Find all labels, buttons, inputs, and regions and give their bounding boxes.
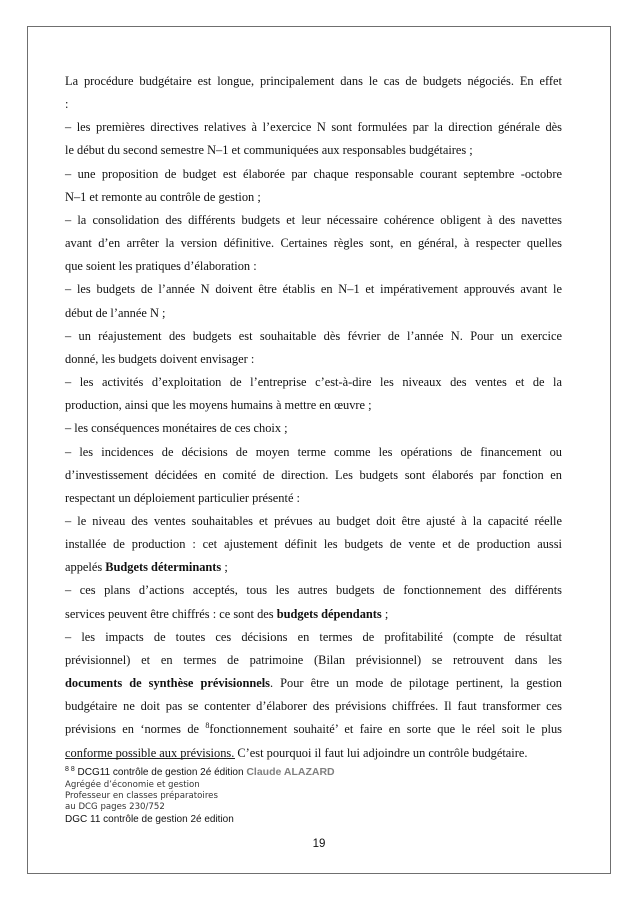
- text-line: – un réajustement des budgets est souhaitable dès février de l’année N. Pour un exercice: [65, 328, 562, 343]
- bold-term: Budgets déterminants: [105, 560, 222, 575]
- text-fragment: fonctionnement souhaité’ et faire en sorte que le réel soit le plus: [209, 722, 562, 737]
- footnote-marker: 8 8: [65, 766, 75, 773]
- footnote-separator: [65, 758, 235, 759]
- text-line: – une proposition de budget est élaborée par chaque responsable courant septembre -octobre: [65, 166, 562, 181]
- text-line: le début du second semestre N–1 et communiquées aux responsables budgétaires ;: [65, 143, 473, 158]
- text-line: – les conséquences monétaires de ces choix ;: [65, 421, 288, 436]
- text-fragment: services peuvent être chiffrés : ce sont des: [65, 606, 277, 621]
- footnote: [65, 765, 465, 827]
- text-line: conforme possible aux prévisions. C’est pourquoi il faut lui adjoindre un contrôle budgétaire.: [65, 745, 528, 760]
- text-line: – la consolidation des différents budgets et leur nécessaire cohérence obligent à des navettes: [65, 212, 562, 227]
- text-line: respectant un déploiement particulier présenté :: [65, 490, 300, 505]
- text-line: – les premières directives relatives à l’exercice N sont formulées par la direction générale dès: [65, 120, 562, 135]
- page-number: 19: [312, 838, 326, 850]
- footnote-line: Professeur en classes préparatoires: [65, 791, 218, 801]
- text-line: La procédure budgétaire est longue, principalement dans le cas de budgets négociés. En effet: [65, 74, 562, 88]
- text-line: – les activités d’exploitation de l’entreprise c’est-à-dire les niveaux des ventes et de la: [65, 375, 562, 390]
- text-line: – les impacts de toutes ces décisions en termes de profitabilité (compte de résultat: [65, 629, 562, 644]
- text-line: début de l’année N ;: [65, 305, 166, 320]
- body-text: [65, 70, 562, 765]
- text-line: :: [65, 97, 69, 112]
- text-fragment: . Pour être un mode de pilotage pertinent, la gestion: [269, 676, 562, 691]
- text-fragment: prévisions en ‘normes de: [65, 722, 206, 737]
- text-line: prévisionnel) et en termes de patrimoine (Bilan prévisionnel) se retrouvent dans les: [65, 652, 562, 667]
- text-line: – le niveau des ventes souhaitables et prévues au budget doit être ajusté à la capacité réelle: [65, 513, 562, 528]
- footnote-text: DCG11 contrôle de gestion 2é édition: [77, 767, 247, 778]
- footnote-author: Claude ALAZARD: [246, 766, 335, 778]
- text-line: [65, 556, 562, 579]
- bold-term: budgets dépendants: [276, 606, 382, 621]
- text-fragment: ;: [221, 560, 228, 575]
- footnote-line: au DCG pages 230/752: [65, 802, 165, 812]
- text-line: que soient les pratiques d’élaboration :: [65, 259, 257, 274]
- text-line: N–1 et remonte au contrôle de gestion ;: [65, 189, 261, 204]
- text-fragment: ;: [381, 606, 389, 621]
- text-line: d’investissement décidées en comité de direction. Les budgets sont élaborés par fonction en: [65, 467, 562, 482]
- text-line: – ces plans d’actions acceptés, tous les autres budgets de fonctionnement des différents: [65, 583, 562, 598]
- text-line: donné, les budgets doivent envisager :: [65, 351, 255, 366]
- text-line: avant d’en arrêter la version définitive. Certaines règles sont, en général, à respecter quelles: [65, 236, 562, 251]
- text-line: [65, 603, 562, 626]
- footnote-line: [65, 765, 465, 780]
- bold-term: documents de synthèse prévisionnels: [65, 676, 270, 691]
- text-line: – les incidences de décisions de moyen terme comme les opérations de financement ou: [65, 444, 562, 459]
- text-line: production, ainsi que les moyens humains à mettre en œuvre ;: [65, 398, 372, 413]
- text-line: [65, 672, 562, 695]
- text-fragment: appelés: [65, 560, 106, 575]
- footnote-line: Agrégée d’économie et gestion: [65, 780, 200, 790]
- text-line: – les budgets de l’année N doivent être établis en N–1 et impérativement approuvés avant le: [65, 282, 562, 297]
- footnote-reference[interactable]: 8: [205, 721, 210, 731]
- text-line: [65, 718, 562, 741]
- footnote-line: DGC 11 contrôle de gestion 2é edition: [65, 814, 234, 825]
- text-line: budgétaire ne doit pas se contenter d’élaborer des prévisions chiffrées. Il faut transformer ces: [65, 699, 562, 714]
- text-line: installée de production : cet ajustement définit les budgets de vente et de production aussi: [65, 537, 562, 552]
